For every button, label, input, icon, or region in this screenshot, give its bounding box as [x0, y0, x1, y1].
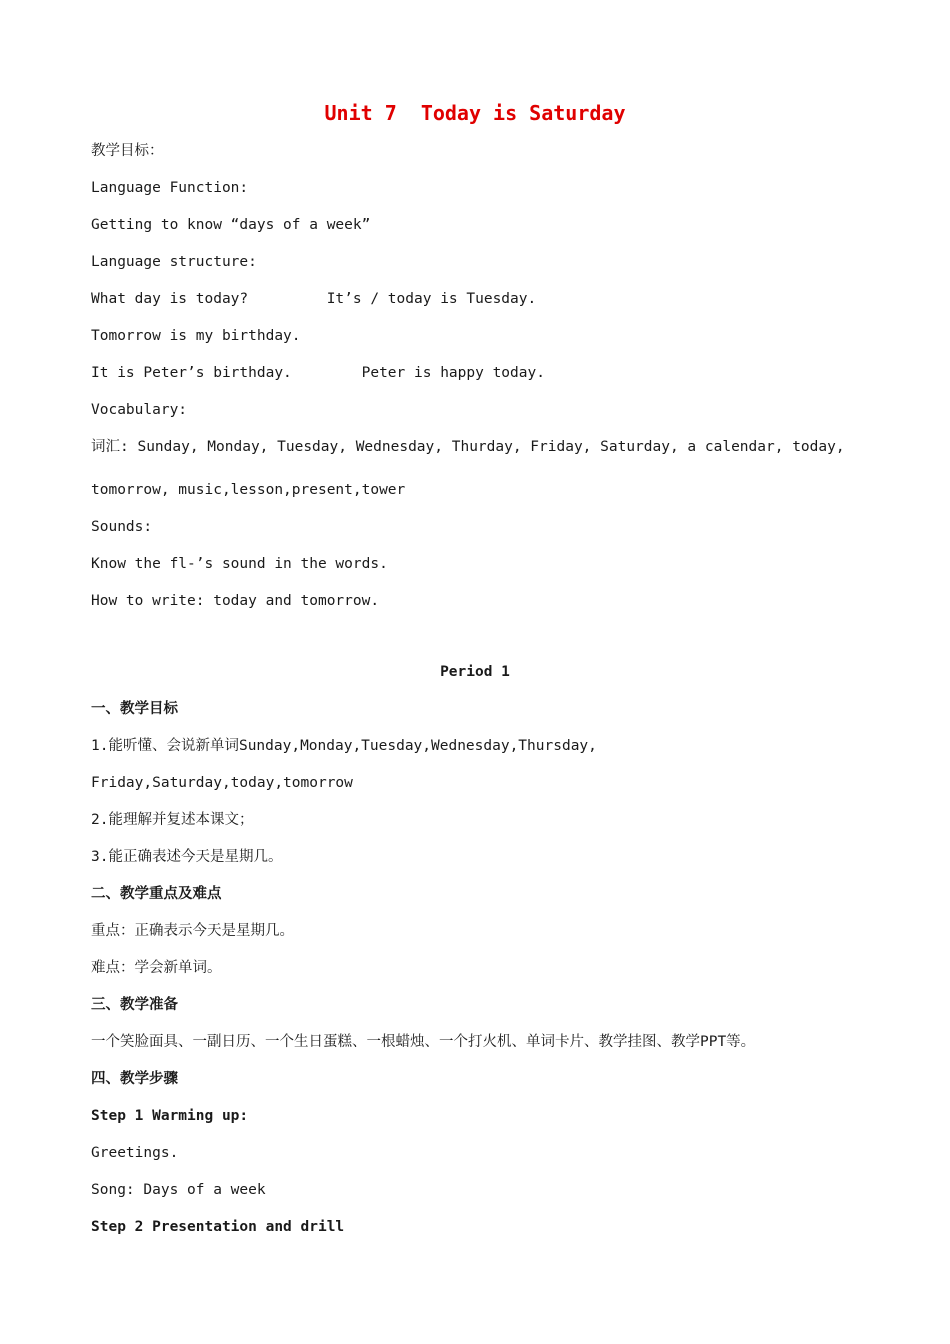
list-item: 重点：正确表示今天是星期几。	[91, 923, 294, 939]
list-item: 一个笑脸面具、一副日历、一个生日蛋糕、一根蜡烛、一个打火机、单词卡片、教学挂图、教学PPT等。	[91, 1034, 756, 1050]
text-line: Know the fl-’s sound in the words.	[91, 556, 388, 572]
period-heading: Period 1	[440, 664, 510, 680]
list-item: Song: Days of a week	[91, 1182, 266, 1198]
section-heading: 二、教学重点及难点	[91, 886, 222, 902]
list-item: 3.能正确表述今天是星期几。	[91, 849, 283, 865]
language-function-label: Language Function:	[91, 180, 249, 196]
step-heading: Step 1 Warming up:	[91, 1108, 249, 1124]
text-line: How to write: today and tomorrow.	[91, 593, 380, 609]
section-heading: 三、教学准备	[91, 997, 178, 1013]
list-item: Friday,Saturday,today,tomorrow	[91, 775, 353, 791]
list-item: 2.能理解并复述本课文；	[91, 812, 254, 828]
vocabulary-label: Vocabulary:	[91, 402, 188, 418]
text-line: What day is today? It’s / today is Tuesday.	[91, 291, 537, 307]
text-line: It is Peter’s birthday. Peter is happy today.	[91, 365, 545, 381]
text-line: Getting to know “days of a week”	[91, 217, 371, 233]
section-heading: 四、教学步骤	[91, 1071, 178, 1087]
section-heading: 一、教学目标	[91, 701, 178, 717]
vocabulary-line: 词汇: Sunday, Monday, Tuesday, Wednesday, Thurday, Friday, Saturday, a calendar, today,	[91, 439, 845, 455]
objectives-label: 教学目标：	[91, 143, 164, 159]
list-item: 1.能听懂、会说新单词Sunday,Monday,Tuesday,Wednesday,Thursday,	[91, 738, 597, 754]
vocabulary-line: tomorrow, music,lesson,present,tower	[91, 482, 406, 498]
list-item: Greetings.	[91, 1145, 179, 1161]
list-item: 难点：学会新单词。	[91, 960, 222, 976]
document-title: Unit 7 Today is Saturday	[324, 101, 626, 125]
sounds-label: Sounds:	[91, 519, 153, 535]
step-heading: Step 2 Presentation and drill	[91, 1219, 345, 1235]
text-line: Tomorrow is my birthday.	[91, 328, 301, 344]
language-structure-label: Language structure:	[91, 254, 257, 270]
